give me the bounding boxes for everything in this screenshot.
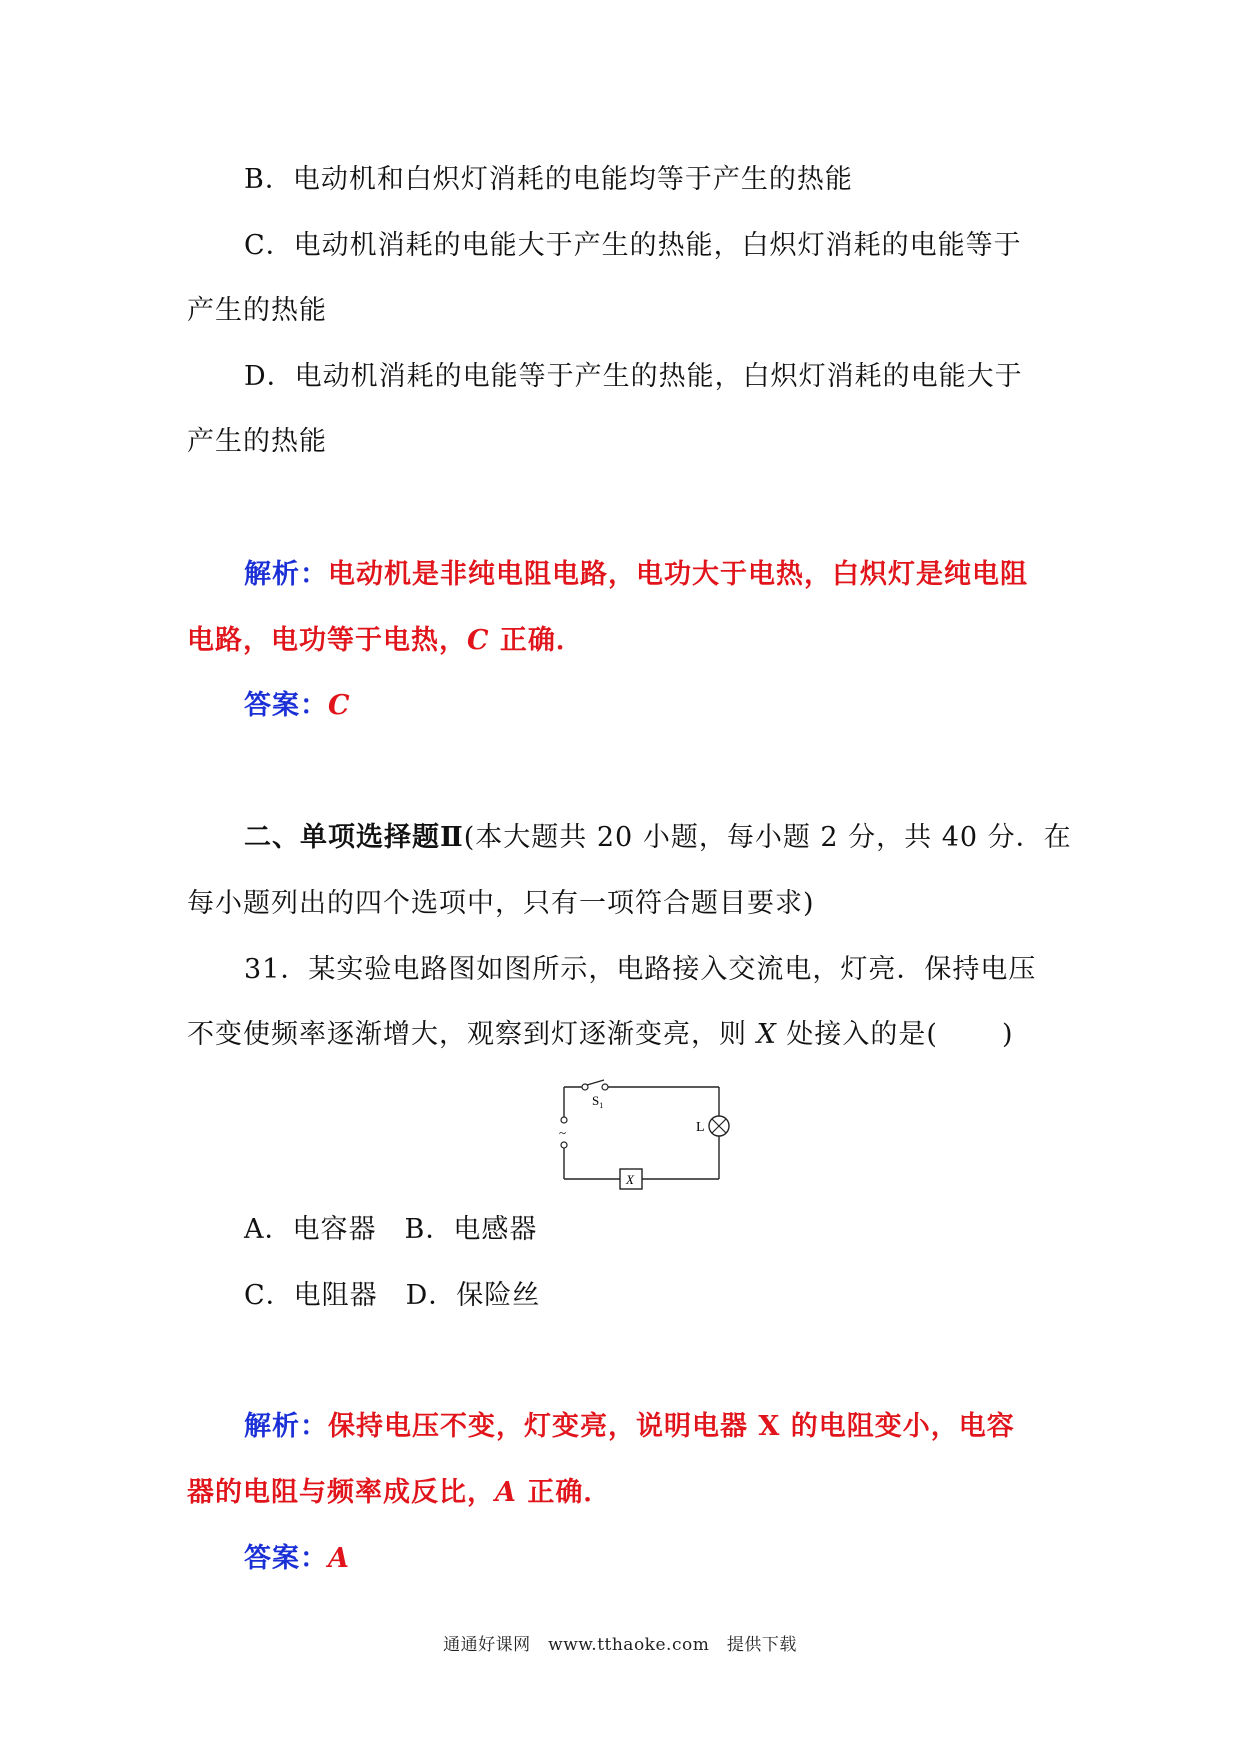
answer-value: C [328, 690, 351, 721]
q31-options-row1: A．电容器 B．电感器 [244, 1214, 538, 1245]
option-c-line1: C．电动机消耗的电能大于产生的热能，白炽灯消耗的电能等于 [244, 230, 1022, 261]
ac-source-symbol: ~ [559, 1125, 567, 1140]
q30-answer [244, 686, 351, 726]
switch-label: $S_1$ [592, 1093, 604, 1110]
source-terminal-top [561, 1117, 567, 1123]
analysis-text: 电路，电功等于电热， [187, 625, 467, 656]
q31-options-row2: C．电阻器 D．保险丝 [244, 1280, 541, 1311]
q30-analysis-line2 [187, 621, 584, 661]
option-c-line2: 产生的热能 [187, 295, 327, 326]
stem-variable: X [756, 1019, 777, 1050]
q30-analysis-line1 [244, 555, 1028, 595]
analysis-text: 电动机是非纯电阻电路，电功大于电热，白炽灯是纯电阻 [328, 559, 1028, 590]
analysis-letter: C [467, 625, 490, 656]
stem-close-paren: ) [1001, 1019, 1014, 1050]
analysis-text: 保持电压不变，灯变亮，说明电器 X 的电阻变小，电容 [328, 1411, 1015, 1442]
section-instructions: (本大题共 20 小题，每小题 2 分，共 40 分．在 [463, 822, 1072, 853]
section-heading-line1 [244, 818, 1072, 858]
source-terminal-bottom [561, 1142, 567, 1148]
lamp-label: L [696, 1120, 705, 1135]
analysis-label: 解析： [244, 1411, 328, 1442]
analysis-text: 器的电阻与频率成反比， [187, 1477, 495, 1508]
analysis-label: 解析： [244, 559, 328, 590]
option-b: B．电动机和白炽灯消耗的电能均等于产生的热能 [244, 164, 853, 195]
switch-contact-right [602, 1084, 608, 1090]
option-d-line1: D．电动机消耗的电能等于产生的热能，白炽灯消耗的电能大于 [244, 361, 1023, 392]
q31-analysis-line2 [187, 1473, 611, 1513]
answer-label: 答案： [244, 1543, 328, 1574]
section-heading-line2: 每小题列出的四个选项中，只有一项符合题目要求) [187, 888, 815, 919]
page-footer: 通通好课网 www.tthaoke.com 提供下载 [443, 1635, 797, 1655]
analysis-letter: A [495, 1477, 517, 1508]
option-d-line2: 产生的热能 [187, 426, 327, 457]
component-x-label: X [626, 1172, 634, 1187]
analysis-text: 正确． [499, 625, 584, 656]
switch-blade [587, 1080, 604, 1085]
analysis-text: 正确． [527, 1477, 612, 1508]
stem-text: 不变使频率逐渐增大，观察到灯逐渐变亮，则 [187, 1019, 747, 1050]
stem-text: 处接入的是( [786, 1019, 938, 1050]
q31-stem-line1: 31．某实验电路图如图所示，电路接入交流电，灯亮．保持电压 [244, 954, 1037, 985]
q31-stem-line2 [187, 1015, 1014, 1055]
answer-value: A [328, 1543, 350, 1574]
q31-answer [244, 1539, 350, 1579]
answer-label: 答案： [244, 690, 328, 721]
section-title: 二、单项选择题Ⅱ [244, 822, 464, 853]
q31-analysis-line1 [244, 1407, 1015, 1447]
circuit-diagram [552, 1075, 742, 1205]
